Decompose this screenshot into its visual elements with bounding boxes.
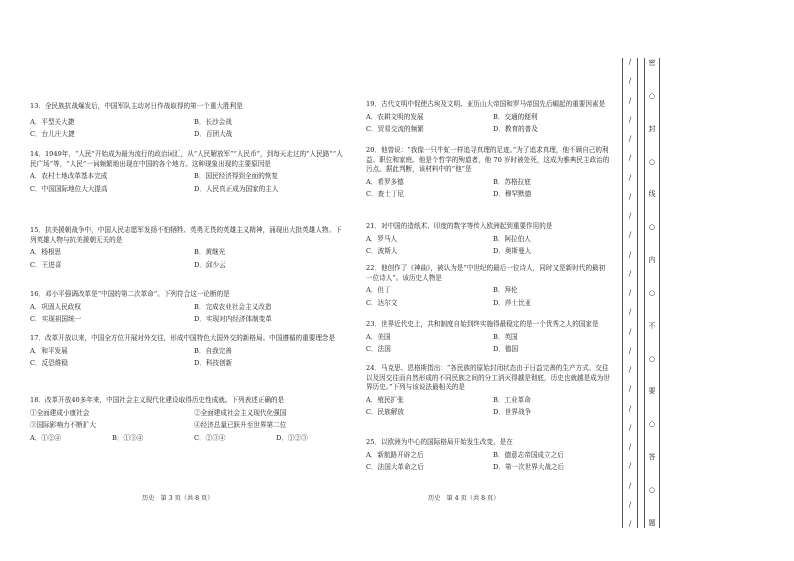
option: B．黄继光 xyxy=(194,248,226,256)
option: C．台儿庄大捷 xyxy=(30,130,75,138)
option: B．完成农业社会主义改造 xyxy=(194,302,272,311)
option: B．国民经济得到全面的恢复 xyxy=(194,172,278,180)
option: C．波斯人 xyxy=(366,247,398,255)
option: D．莎士比亚 xyxy=(493,298,532,307)
option: A．希罗多德 xyxy=(366,177,404,186)
option: A．新航路开辟之后 xyxy=(366,450,424,459)
statement: ①全面建成小康社会 xyxy=(30,408,90,417)
option: D．科技创新 xyxy=(194,359,233,367)
question-20 xyxy=(366,146,610,200)
option: B．自我完善 xyxy=(194,346,232,355)
page-footer: 历史 第 4 页（共 8 页） xyxy=(428,495,500,502)
option: A．杨根思 xyxy=(30,248,62,256)
option: C．民族解放 xyxy=(366,408,405,416)
seal-char: 题 xyxy=(648,518,656,527)
option: B．苏格拉底 xyxy=(493,177,531,186)
question-13 xyxy=(30,102,348,140)
question-stem: 17．改革开放以来，中国全方位开展对外交往，形成中国特色大国外交的新格局。中国遵循的重要理念是 xyxy=(30,334,336,342)
option: D．教育的普及 xyxy=(493,125,538,133)
option: A．平型关大捷 xyxy=(30,117,75,126)
option: A．殖民扩张 xyxy=(366,395,404,404)
question-21 xyxy=(366,222,610,257)
binding-rail-inner xyxy=(644,58,660,528)
option: C．查士丁尼 xyxy=(366,190,405,198)
seal-char: 不 xyxy=(648,321,656,330)
option: C．中国国际地位大大提高 xyxy=(30,184,108,193)
option: C．反恐维稳 xyxy=(30,359,69,367)
question-stem: 22．他创作了《神曲》，被认为是“中世纪的最后一位诗人，同时又是新时代的最初一位诗人”。该历史人物是 xyxy=(366,264,606,282)
option: C．实现祖国统一 xyxy=(30,315,82,323)
seal-line-label: 密 ○ 封 ○ 线 ○ 内 ○ 不 ○ 要 ○ 答 ○ 题 xyxy=(648,59,656,527)
question-stem: 18．改革开放40多年来，中国社会主义现代化建设取得历史性成就。下列表述正确的是 xyxy=(30,396,285,404)
option: D．穆罕默德 xyxy=(493,190,532,198)
statement: ③国际影响力不断扩大 xyxy=(30,421,96,429)
option: D．实现对内经济体制变革 xyxy=(194,315,272,323)
question-16 xyxy=(30,290,348,325)
option: D．第一次世界大战之后 xyxy=(493,463,565,471)
option: D．世界战争 xyxy=(493,408,532,416)
option: D．奥斯曼人 xyxy=(493,247,532,255)
seal-char: 线 xyxy=(648,190,656,199)
question-14 xyxy=(30,150,348,194)
question-stem: 19．古代文明中促使古埃及文明、亚历山大帝国和罗马帝国先后崛起的重要因素是 xyxy=(366,100,606,108)
option: B．阿拉伯人 xyxy=(493,234,531,243)
question-24 xyxy=(366,364,610,418)
option: D．①②③ xyxy=(276,433,308,442)
option: A．但丁 xyxy=(366,286,391,294)
seal-char: 要 xyxy=(648,387,656,396)
seal-char: 内 xyxy=(648,256,656,265)
statement: ④经济总量已跃升至世界第二位 xyxy=(194,421,287,429)
question-17 xyxy=(30,334,348,369)
seal-line-dashes: / / / / / / / / / / / / / / / / / / / / / / / / / xyxy=(628,58,632,528)
binding-margin xyxy=(622,58,662,528)
question-stem: 20．他曾说：“我像一只牛虻一样追寻真理的足迹。”为了追求真理，他不顾自己的利益、职位和家庭。他是个哲学的殉道者，他 70 岁时被处死，这成为雅典民主政治的污点。据此判断，该材料中的“他”是 xyxy=(366,146,610,173)
option: B．英国 xyxy=(493,332,518,341)
option: A．和平发展 xyxy=(30,346,68,355)
option: C．达尔文 xyxy=(366,298,398,307)
question-stem: 21．对中国的造纸术、印度的数字等传入欧洲起到重要作用的是 xyxy=(366,222,553,230)
seal-char: 密 xyxy=(648,59,656,67)
option: D．德国 xyxy=(493,345,519,353)
option: B．交通的便利 xyxy=(493,112,538,121)
page-footer: 历史 第 3 页（共 8 页） xyxy=(142,495,214,502)
question-stem: 23．世界近代史上，共和制度自始到终实施得最稳定的是一个优秀之人的国家是 xyxy=(366,320,599,328)
option: A．巩固人民政权 xyxy=(30,302,81,311)
binding-rail-outer xyxy=(622,58,638,528)
option: B．拜伦 xyxy=(493,286,518,294)
question-22 xyxy=(366,264,610,308)
question-25 xyxy=(366,438,610,473)
option: C．贸易交流的频繁 xyxy=(366,125,424,133)
option: D．人民真正成为国家的主人 xyxy=(194,184,279,193)
option: B．德意志帝国成立之后 xyxy=(493,450,564,459)
option: A．农村土地改革基本完成 xyxy=(30,172,108,180)
question-stem: 16．邓小平强调改革是“中国的第二次革命”。下列符合这一论断的是 xyxy=(30,290,230,298)
question-18 xyxy=(30,396,348,443)
question-stem: 24．马克思、恩格斯指出：“各民族的原始封闭状态由于日益完善的生产方式、交往以及因交往而自然形成的不同民族之间的分工消灭得越是彻底，历史也就越是成为世界历史。”下列与该说法最相关的是 xyxy=(366,364,610,391)
question-stem: 14．1949年，“人民”开始成为最为流行的政治词汇，从“人民解放军”“人民币”，到每天走过的“人民路”“人民广场”等，“人民”一词频繁地出现在中国的各个地方。这种现象出现的主要原因是 xyxy=(30,150,343,168)
question-23 xyxy=(366,320,610,355)
question-stem: 15．抗美援朝战争中，中国人民志愿军发扬不怕牺牲、英勇无畏的英雄主义精神，涌现出大批英雄人物。下列英雄人物与抗美援朝无关的是 xyxy=(30,226,342,244)
question-stem: 25．以欧洲为中心的国际格局开始发生改变，是在 xyxy=(366,438,513,446)
option: A．美国 xyxy=(366,332,391,341)
option: C．王进喜 xyxy=(30,260,62,269)
option: B．①③④ xyxy=(112,433,144,442)
option: A．①②④ xyxy=(30,433,62,442)
option: C．法国 xyxy=(366,345,391,353)
option: D．邱少云 xyxy=(194,260,226,269)
option: B．长沙会战 xyxy=(194,117,232,126)
option: B．工业革命 xyxy=(493,395,531,404)
seal-char: 封 xyxy=(648,124,656,133)
option: A．罗马人 xyxy=(366,234,398,243)
option: A．农耕文明的发展 xyxy=(366,112,424,121)
question-15 xyxy=(30,226,348,270)
seal-char: 答 xyxy=(648,453,656,462)
option: C．法国大革命之后 xyxy=(366,463,424,471)
statement: ②全面建成社会主义现代化强国 xyxy=(194,408,287,417)
option: C．②③④ xyxy=(194,433,226,442)
question-stem: 13．全民族抗战爆发后，中国军队主动对日作战取得的第一个重大胜利是 xyxy=(30,102,243,110)
option: D．百团大战 xyxy=(194,130,233,138)
question-19 xyxy=(366,100,610,135)
